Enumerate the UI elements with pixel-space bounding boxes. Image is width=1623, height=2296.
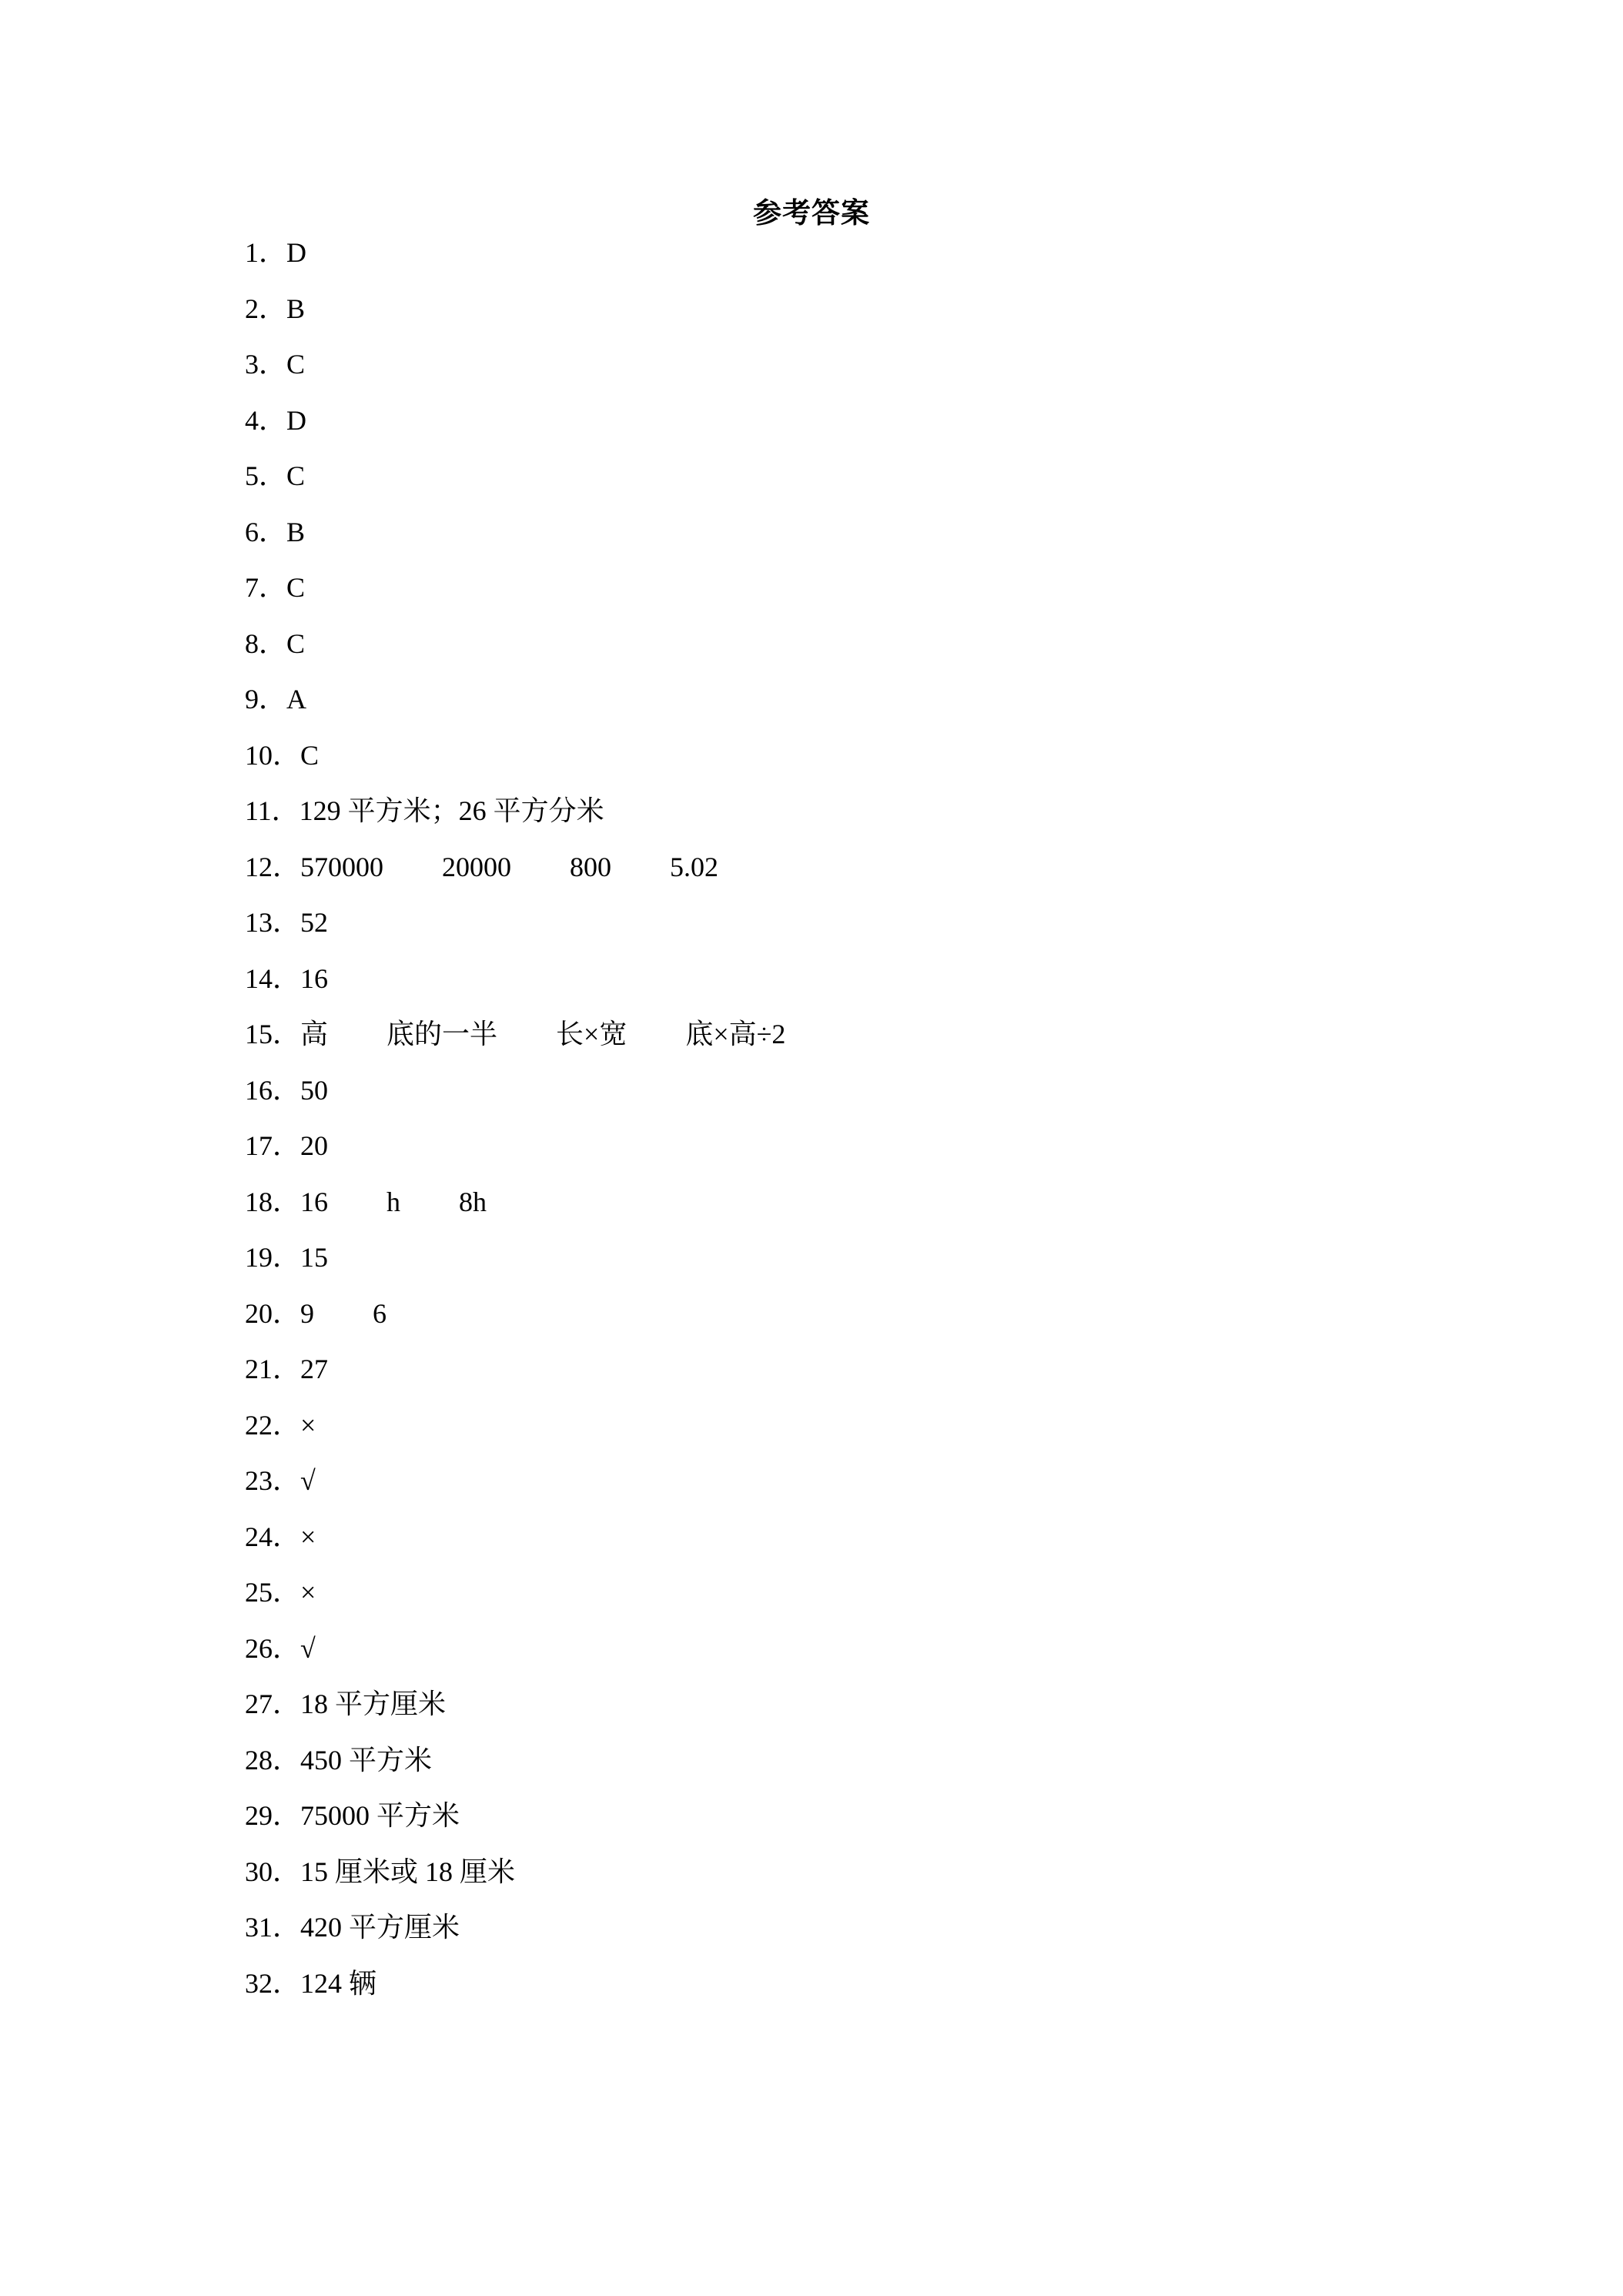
answer-row xyxy=(245,231,785,287)
answer-row xyxy=(245,1180,785,1237)
answer-value: 18 平方厘米 xyxy=(300,1689,447,1719)
answer-value: C xyxy=(286,349,306,380)
page-title: 参考答案 xyxy=(753,198,870,229)
answer-number: 15． xyxy=(245,1019,301,1049)
answer-number: 25． xyxy=(245,1577,301,1608)
answer-row xyxy=(245,399,785,455)
answer-row xyxy=(245,1459,785,1515)
answer-value: 6 xyxy=(373,1297,387,1329)
answer-value: 129 平方米；26 平方分米 xyxy=(299,795,604,826)
answer-number: 31． xyxy=(245,1912,301,1943)
answer-number: 30． xyxy=(245,1856,301,1887)
answer-row xyxy=(245,1515,785,1571)
answer-value: 9 xyxy=(300,1297,315,1329)
answer-value: C xyxy=(300,739,320,771)
answer-number: 18． xyxy=(245,1186,301,1217)
answer-row xyxy=(245,789,785,845)
answer-row xyxy=(245,1236,785,1292)
answer-row xyxy=(245,287,785,343)
answer-value: √ xyxy=(300,1465,316,1496)
answer-value: 20000 xyxy=(442,851,512,882)
answer-number: 20． xyxy=(245,1297,301,1329)
answer-row xyxy=(245,1682,785,1739)
answer-number: 24． xyxy=(245,1521,301,1552)
answer-value: A xyxy=(286,684,307,715)
answer-row xyxy=(245,343,785,399)
answer-number: 16． xyxy=(245,1074,301,1106)
answer-number: 28． xyxy=(245,1744,301,1776)
answer-number: 11． xyxy=(245,795,300,826)
answer-number: 23． xyxy=(245,1465,301,1496)
answer-row xyxy=(245,678,785,734)
answer-number: 17． xyxy=(245,1130,301,1161)
answer-number: 21． xyxy=(245,1354,301,1384)
answer-value: 800 xyxy=(570,851,612,882)
answer-value: 5.02 xyxy=(670,851,719,882)
answer-number: 13． xyxy=(245,907,301,938)
answer-row xyxy=(245,1347,785,1404)
answer-value: C xyxy=(286,460,306,491)
answer-number: 19． xyxy=(245,1242,301,1273)
answer-value: √ xyxy=(300,1632,316,1664)
answer-value: B xyxy=(286,293,306,324)
answer-value: × xyxy=(300,1409,316,1441)
answer-value: 16 xyxy=(300,1186,329,1217)
answer-row xyxy=(245,1012,785,1069)
answer-number: 32． xyxy=(245,1967,301,1999)
answer-value: × xyxy=(300,1577,316,1608)
answer-row xyxy=(245,1627,785,1683)
answer-number: 26． xyxy=(245,1632,301,1664)
answer-number: 4． xyxy=(245,404,287,436)
answer-row xyxy=(245,566,785,622)
answer-row xyxy=(245,1124,785,1180)
answer-row xyxy=(245,1739,785,1795)
answer-number: 10． xyxy=(245,739,301,771)
answer-list xyxy=(245,231,785,2017)
answer-row xyxy=(245,1962,785,2018)
answer-value: 570000 xyxy=(300,851,384,882)
answer-number: 12． xyxy=(245,851,301,882)
answer-value: h xyxy=(387,1186,401,1217)
answer-number: 9． xyxy=(245,684,287,715)
answer-value: 底的一半 xyxy=(387,1019,498,1049)
answer-value: 长×宽 xyxy=(556,1019,627,1049)
answer-value: 底×高÷2 xyxy=(685,1019,786,1049)
answer-value: 15 厘米或 18 厘米 xyxy=(300,1856,516,1887)
answer-value: C xyxy=(286,572,306,603)
answer-value: 420 平方厘米 xyxy=(300,1912,460,1943)
answer-value: 16 xyxy=(300,962,329,994)
answer-number: 8． xyxy=(245,628,287,659)
answer-row xyxy=(245,901,785,957)
answer-value: 52 xyxy=(300,907,329,938)
answer-row xyxy=(245,845,785,902)
answer-number: 6． xyxy=(245,516,287,547)
answer-number: 22． xyxy=(245,1409,301,1441)
answer-value: × xyxy=(300,1521,316,1552)
answer-row xyxy=(245,734,785,790)
answer-row xyxy=(245,1069,785,1125)
answer-value: 27 xyxy=(300,1354,329,1384)
answer-row xyxy=(245,1404,785,1460)
answer-value: C xyxy=(286,628,306,659)
answer-value: 20 xyxy=(300,1130,329,1161)
answer-number: 3． xyxy=(245,349,287,380)
answer-value: 50 xyxy=(300,1074,329,1106)
answer-number: 14． xyxy=(245,962,301,994)
answer-value: D xyxy=(286,237,307,268)
answer-row xyxy=(245,510,785,567)
answer-number: 29． xyxy=(245,1800,301,1831)
answer-number: 2． xyxy=(245,293,287,324)
answer-value: 高 xyxy=(300,1019,329,1049)
answer-value: 15 xyxy=(300,1242,329,1273)
answer-value: 75000 平方米 xyxy=(300,1800,460,1831)
answer-row xyxy=(245,1571,785,1627)
answer-number: 7． xyxy=(245,572,287,603)
answer-value: 124 辆 xyxy=(300,1967,377,1999)
answer-number: 5． xyxy=(245,460,287,491)
answer-number: 1． xyxy=(245,237,287,268)
answer-row xyxy=(245,1292,785,1348)
answer-value: 8h xyxy=(459,1186,487,1217)
answer-row xyxy=(245,1906,785,1962)
answer-row xyxy=(245,1794,785,1850)
answer-row xyxy=(245,454,785,510)
answer-value: 450 平方米 xyxy=(300,1744,433,1776)
answer-row xyxy=(245,957,785,1013)
answer-value: B xyxy=(286,516,306,547)
answer-row xyxy=(245,622,785,678)
answer-value: D xyxy=(286,404,307,436)
answer-row xyxy=(245,1850,785,1906)
answer-number: 27． xyxy=(245,1689,301,1719)
